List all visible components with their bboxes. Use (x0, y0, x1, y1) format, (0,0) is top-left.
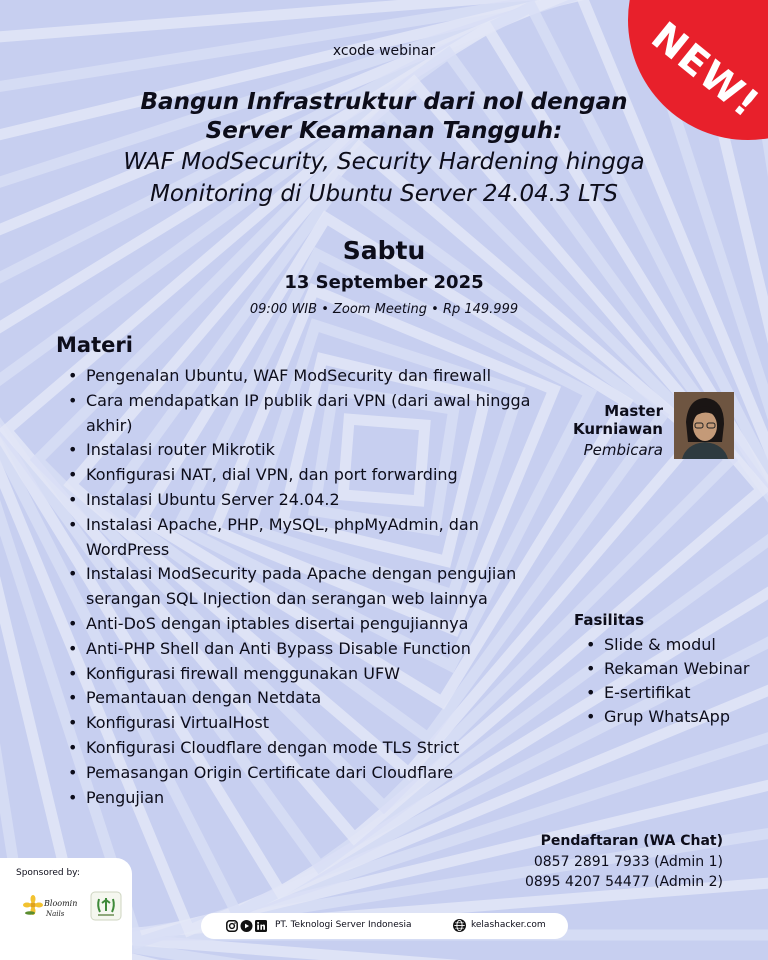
materi-item: • Pemasangan Origin Certificate dari Cloudflare (66, 761, 546, 786)
instagram-icon[interactable] (226, 920, 238, 932)
registration-heading: Pendaftaran (WA Chat) (540, 833, 723, 849)
title-line-3: WAF ModSecurity, Security Hardening hingga (123, 149, 645, 175)
materi-item: • Pemantauan dengan Netdata (66, 686, 546, 711)
new-badge-label: NEW! (642, 13, 768, 128)
organizer-label: xcode webinar (332, 43, 436, 59)
event-day: Sabtu (342, 236, 426, 265)
speaker-name-line-1: Master (604, 402, 663, 420)
sponsor-label: Sponsored by: (16, 868, 80, 878)
title-line-2: Server Keamanan Tangguh: (205, 118, 563, 144)
speaker-role: Pembicara (583, 441, 663, 459)
materi-list (66, 364, 546, 810)
fasilitas-item: • Slide & modul (584, 633, 754, 657)
event-date: 13 September 2025 (284, 272, 484, 293)
materi-item: • Konfigurasi Cloudflare dengan mode TLS Strict (66, 736, 546, 761)
materi-item: • Konfigurasi firewall menggunakan UFW (66, 662, 546, 687)
fasilitas-item: • E-sertifikat (584, 681, 754, 705)
title-line-1: Bangun Infrastruktur dari nol dengan (140, 89, 628, 115)
website-link[interactable]: kelashacker.com (471, 920, 546, 930)
materi-item: • Instalasi router Mikrotik (66, 438, 546, 463)
fasilitas-item: • Grup WhatsApp (584, 705, 754, 729)
company-name: PT. Teknologi Server Indonesia (275, 920, 412, 930)
fasilitas-heading: Fasilitas (574, 611, 645, 629)
materi-item: • Pengujian (66, 786, 546, 811)
svg-text:Nails: Nails (46, 910, 65, 918)
materi-item: • Konfigurasi NAT, dial VPN, dan port forwarding (66, 463, 546, 488)
linkedin-icon[interactable] (255, 920, 267, 932)
materi-item: • Pengenalan Ubuntu, WAF ModSecurity dan firewall (66, 364, 546, 389)
youtube-icon[interactable] (240, 920, 253, 932)
registration-contact-2[interactable]: 0895 4207 54477 (Admin 2) (524, 874, 723, 890)
materi-item: • Cara mendapatkan IP publik dari VPN (dari awal hingga akhir) (66, 389, 546, 439)
sponsor-logo-2 (90, 891, 122, 921)
globe-icon (453, 919, 466, 932)
speaker-name-line-2: Kurniawan (572, 420, 663, 438)
svg-text:Bloomin: Bloomin (44, 899, 78, 908)
title-line-4: Monitoring di Ubuntu Server 24.04.3 LTS (150, 181, 618, 207)
speaker-avatar (674, 392, 734, 459)
event-details: 09:00 WIB • Zoom Meeting • Rp 149.999 (249, 302, 519, 317)
materi-item: • Instalasi ModSecurity pada Apache dengan pengujian serangan SQL Injection dan serangan web lainnya (66, 562, 546, 612)
materi-heading: Materi (56, 333, 133, 357)
speaker-name (540, 402, 663, 438)
fasilitas-list (584, 633, 754, 729)
registration-contact-1[interactable]: 0857 2891 7933 (Admin 1) (533, 854, 723, 870)
materi-item: • Konfigurasi VirtualHost (66, 711, 546, 736)
materi-item: • Instalasi Ubuntu Server 24.04.2 (66, 488, 546, 513)
materi-item: • Anti-DoS dengan iptables disertai pengujiannya (66, 612, 546, 637)
materi-item: • Instalasi Apache, PHP, MySQL, phpMyAdmin, dan WordPress (66, 513, 546, 563)
fasilitas-item: • Rekaman Webinar (584, 657, 754, 681)
bloomin-nails-logo (22, 892, 78, 922)
materi-item: • Anti-PHP Shell dan Anti Bypass Disable Function (66, 637, 546, 662)
